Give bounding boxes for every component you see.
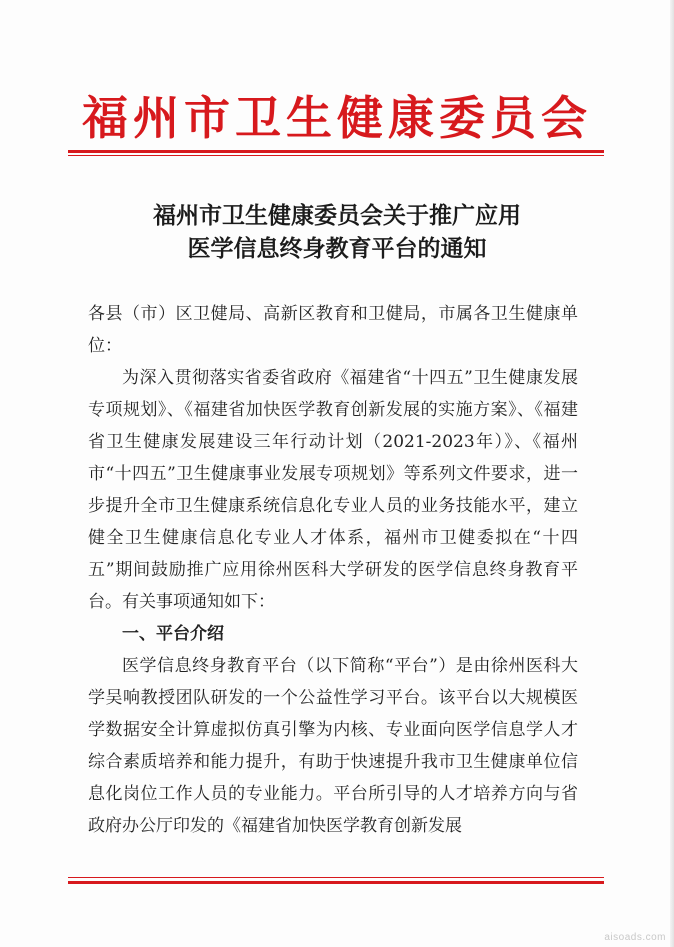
agency-letterhead: 福州市卫生健康委员会 [82, 91, 592, 145]
document-title-line2: 医学信息终身教育平台的通知 [187, 235, 487, 262]
footer-rule-thick [68, 881, 604, 884]
document-title-line1: 福州市卫生健康委员会关于推广应用 [153, 202, 521, 229]
letterhead-rule-top-thin [68, 155, 604, 156]
paragraph-intro: 为深入贯彻落实省委省政府《福建省“十四五”卫生健康发展专项规划》、《福建省加快医学教育创新发展的实施方案》、《福建省卫生健康发展建设三年行动计划（2021-2023年）》、《福州市“十四五”卫生健康事业发展专项规划》等系列文件要求，进一步提升全市卫生健康系统信息化专业人员的业务技能水平，建立健全卫生健康信息化专业人才体系，福州市卫健委拟在“十四五”期间鼓励推广应用徐州医科大学研发的医学信息终身教育平台。有关事项通知如下： [88, 368, 578, 612]
footer-rule-thin [68, 877, 604, 878]
letterhead-rule-top-thick [68, 150, 604, 153]
salutation: 各县（市）区卫健局、高新区教育和卫健局，市属各卫生健康单位： [88, 304, 578, 356]
document-body [88, 298, 578, 842]
site-watermark: aisoads.com [604, 932, 666, 943]
paragraph-platform-intro: 医学信息终身教育平台（以下简称“平台”）是由徐州医科大学吴响教授团队研发的一个公益性学习平台。该平台以大规模医学数据安全计算虚拟仿真引擎为内核、专业面向医学信息学人才综合素质培养和能力提升，有助于快速提升我市卫生健康单位信息化岗位工作人员的专业能力。平台所引导的人才培养方向与省政府办公厅印发的《福建省加快医学教育创新发展 [88, 656, 578, 836]
section-heading-platform-intro: 一、平台介绍 [122, 624, 224, 644]
